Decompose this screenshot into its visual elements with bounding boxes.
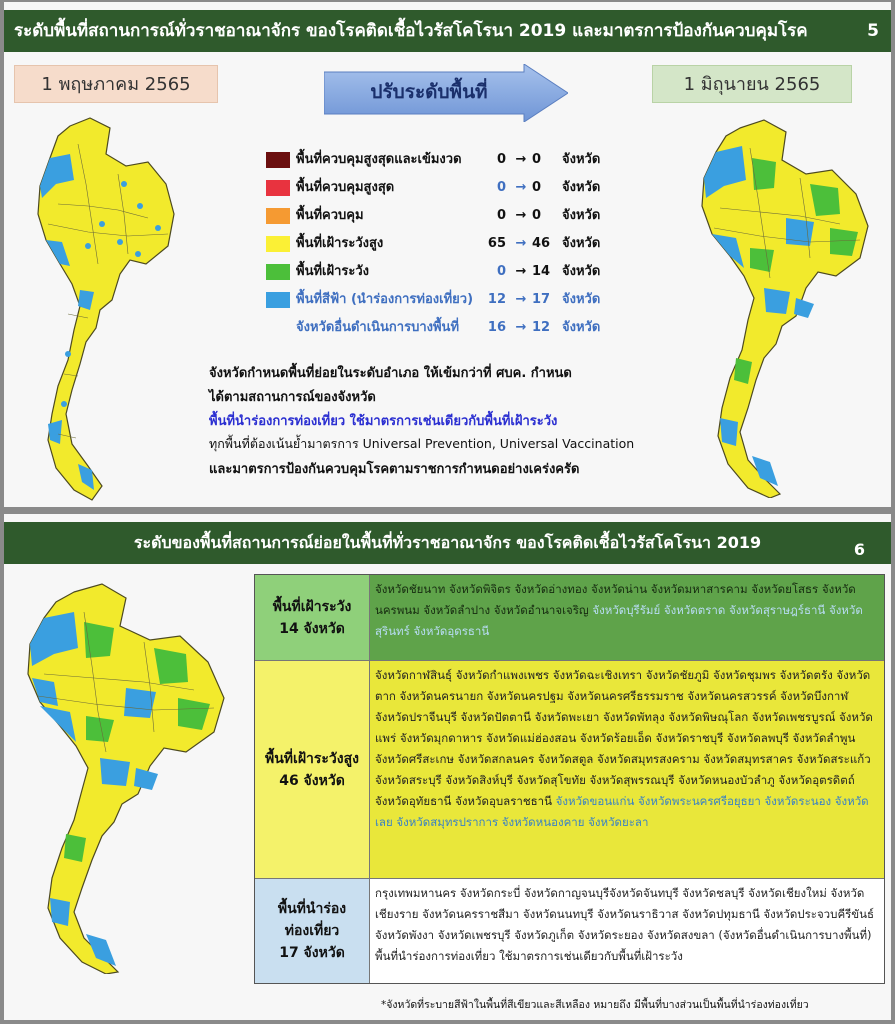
note-line: และมาตรการป้องกันควบคุมโรคตามราชการกำหนดอย่างเคร่งครัด: [209, 462, 580, 477]
row-label-cell: พื้นที่เฝ้าระวังสูง 46 จังหวัด: [255, 661, 370, 878]
row-label-cell: พื้นที่เฝ้าระวัง 14 จังหวัด: [255, 575, 370, 660]
table-row-tourism-pilot: [255, 879, 884, 983]
slide-5-header: [4, 10, 891, 52]
legend-swatch: [266, 208, 290, 224]
slide-5: ระดับพื้นที่สถานการณ์ทั่วราชอาณาจักร ของโรคติดเชื้อไวรัสโคโรนา 2019 และมาตรการป้องกันควบคุมโรค 5 1 พฤษภาคม 2565 1 มิถุนายน 2565 ปรับระดับพื้นที่ พื้นที่ควบคุมสูงสุดและเข้มงวด 0 → 0 จังหวัด พื้นที่ควบคุมสูงสุด 0 → 0 จังหวัด พื้นที่ควบคุม 0 → 0 จังหวัด พื้นที่เฝ้าระวังสูง 65 → 46 จังหวัด พื้นที่เฝ้าระวัง 0 → 14 จังหวัด พื้นที่สีฟ้า (นำร่องการท่องเที่ยว) 12 → 17 จังหวัด จังหวัดอื่นดำเนินการบางพื้นที่ 16 → 12 จังหวัด จังหวัดกำหนดพื้นที่ย่อยในระดับอำเภอ ให้เข้มกว่าที่ ศบค. กำหนด ได้ตามสถานการณ์ของจังหวัด พื้นที่นำร่องการท่องเที่ยว ใช้มาตรการเช่นเดียวกับพื้นที่เฝ้าระวัง ทุกพื้นที่ต้องเน้นย้ำมาตรการ Universal Prevention, Universal Vaccination และมาตรการป้องกันควบคุมโรคตามราชการกำหนดอย่างเคร่งครัด: [4, 2, 891, 507]
date-after-box: 1 มิถุนายน 2565: [652, 65, 852, 103]
row-label-cell: พื้นที่นำร่อง ท่องเที่ยว 17 จังหวัด: [255, 879, 370, 983]
legend-swatch: [266, 292, 290, 308]
province-table: [254, 574, 885, 984]
slide-6: [4, 514, 891, 1020]
legend-swatch: [266, 152, 290, 168]
arrow-right-icon: →: [515, 292, 527, 307]
arrow-right-icon: →: [515, 180, 527, 195]
row-provinces-cell: จังหวัดกาฬสินธุ์ จังหวัดกำแพงเพชร จังหวัดฉะเชิงเทรา จังหวัดชัยภูมิ จังหวัดชุมพร จังหวัดตรัง จังหวัดตาก จังหวัดนครนายก จังหวัดนครปฐม จังหวัดนครศรีธรรมราช จังหวัดนครสวรรค์ จังหวัดบึงกาฬ จังหวัดปราจีนบุรี จังหวัดปัตตานี จังหวัดพะเยา จังหวัดพัทลุง จังหวัดพิษณุโลก จังหวัดเพชรบูรณ์ จังหวัดแพร่ จังหวัดมุกดาหาร จังหวัดแม่ฮ่องสอน จังหวัดร้อยเอ็ด จังหวัดราชบุรี จังหวัดลพบุรี จังหวัดลำพูน จังหวัดศรีสะเกษ จังหวัดสกลนคร จังหวัดสตูล จังหวัดสมุทรสงคราม จังหวัดสมุทรสาคร จังหวัดสระแก้ว จังหวัดสระบุรี จังหวัดสิงห์บุรี จังหวัดสุโขทัย จังหวัดสุพรรณบุรี จังหวัดหนองบัวลำภู จังหวัดอุตรดิตถ์ จังหวัดอุทัยธานี จังหวัดอุบลราชธานี จังหวัดขอนแก่น จังหวัดพระนครศรีอยุธยา จังหวัดระนอง จังหวัดเลย จังหวัดสมุทรปราการ จังหวัดหนองคาย จังหวัดยะลา: [375, 668, 873, 829]
arrow-right-icon: →: [515, 320, 527, 335]
arrow-right-icon: →: [515, 264, 527, 279]
slide-6-page-number: 6: [853, 540, 865, 559]
table-row-surveillance: [255, 575, 884, 661]
legend-swatch: [266, 264, 290, 280]
row-provinces-cell: กรุงเทพมหานคร จังหวัดกระบี่ จังหวัดกาญจนบุรีจังหวัดจันทบุรี จังหวัดชลบุรี จังหวัดเชียงใหม่ จังหวัดเชียงราย จังหวัดนครราชสีมา จังหวัดนนทบุรี จังหวัดนราธิวาส จังหวัดปทุมธานี จังหวัดประจวบคีรีขันธ์ จังหวัดพังงา จังหวัดเพชรบุรี จังหวัดภูเก็ต จังหวัดระยอง จังหวัดสงขลา (จังหวัดอื่นดำเนินการบางพื้นที่) พื้นที่นำร่องการท่องเที่ยว ใช้มาตรการเช่นเดียวกับพื้นที่เฝ้าระวัง: [375, 886, 875, 963]
slide-5-title: ระดับพื้นที่สถานการณ์ทั่วราชอาณาจักร ของโรคติดเชื้อไวรัสโคโรนา 2019 และมาตรการป้องกันควบคุมโรค: [14, 21, 808, 41]
slide-6-header: [4, 522, 891, 564]
thailand-subarea-map: [14, 582, 244, 974]
arrow-right-icon: →: [515, 208, 527, 223]
arrow-right-icon: →: [515, 236, 527, 251]
note-line: ได้ตามสถานการณ์ของจังหวัด: [209, 390, 376, 405]
date-before-box: 1 พฤษภาคม 2565: [14, 65, 218, 103]
slide-5-page-number: 5: [867, 21, 879, 41]
row-provinces-cell: จังหวัดชัยนาท จังหวัดพิจิตร จังหวัดอ่างทอง จังหวัดน่าน จังหวัดมหาสารคาม จังหวัดยโสธร จังหวัดนครพนม จังหวัดลำปาง จังหวัดอำนาจเจริญ จังหวัดบุรีรัมย์ จังหวัดตราด จังหวัดสุราษฎร์ธานี จังหวัดสุรินทร์ จังหวัดอุดรธานี: [375, 582, 863, 638]
note-line: ทุกพื้นที่ต้องเน้นย้ำมาตรการ Universal Prevention, Universal Vaccination: [209, 436, 635, 451]
note-line-tourism: พื้นที่นำร่องการท่องเที่ยว ใช้มาตรการเช่นเดียวกับพื้นที่เฝ้าระวัง: [209, 414, 558, 429]
thailand-map-before: [28, 114, 178, 504]
footnote: *จังหวัดที่ระบายสีฟ้าในพื้นที่สีเขียวและสีเหลือง หมายถึง มีพื้นที่บางส่วนเป็นพื้นที่นำร่องท่องเที่ยว: [381, 999, 809, 1011]
legend-swatch: [266, 180, 290, 196]
thailand-map-after: [690, 118, 886, 498]
table-row-high-surveillance: [255, 661, 884, 879]
note-line: จังหวัดกำหนดพื้นที่ย่อยในระดับอำเภอ ให้เข้มกว่าที่ ศบค. กำหนด: [209, 366, 572, 381]
legend-swatch: [266, 236, 290, 252]
adjust-label: ปรับระดับพื้นที่: [370, 81, 488, 103]
slide-6-title: ระดับของพื้นที่สถานการณ์ย่อยในพื้นที่ทั่วราชอาณาจักร ของโรคติดเชื้อไวรัสโคโรนา 2019: [133, 533, 762, 552]
arrow-right-icon: →: [515, 152, 527, 167]
